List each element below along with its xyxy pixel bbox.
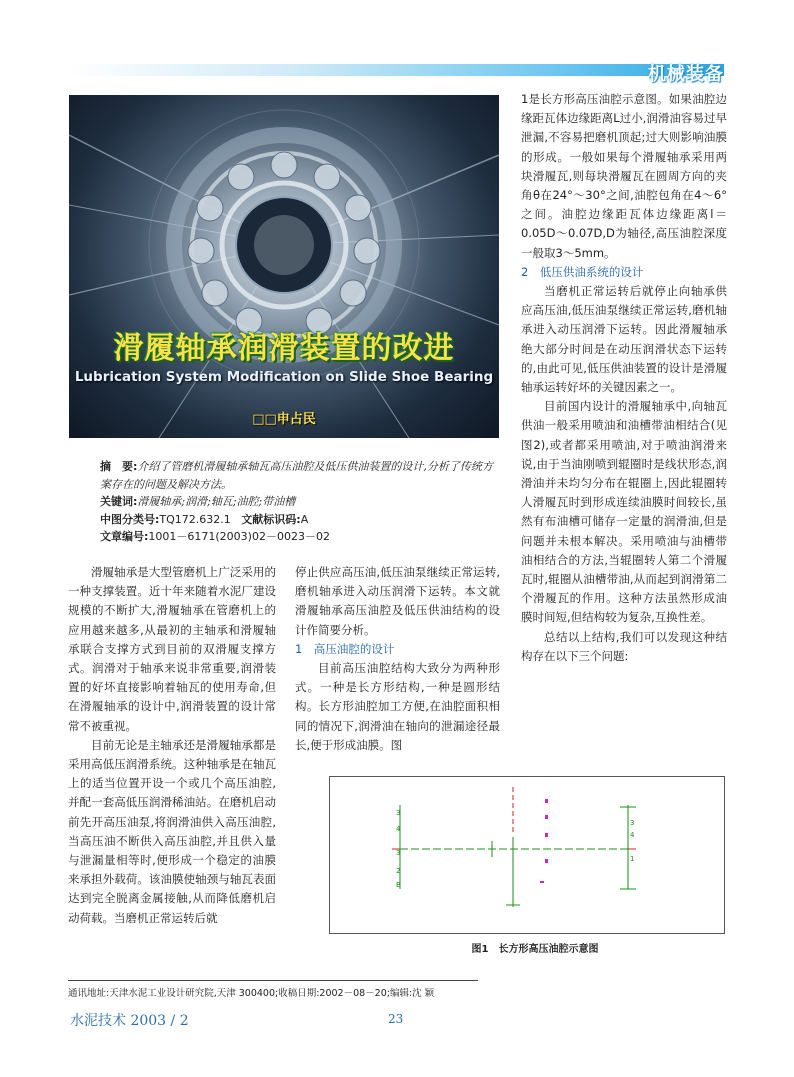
- svg-text:B: B: [396, 881, 401, 889]
- body-column-1: [68, 563, 276, 928]
- keywords-label: 关键词:: [100, 495, 138, 508]
- svg-text:3: 3: [396, 809, 401, 817]
- article-title: 滑履轴承润滑装置的改进: [113, 331, 455, 366]
- svg-text:2: 2: [396, 867, 401, 875]
- correspondence-footnote: 通讯地址:天津水泥工业设计研究院,天津 300400;收稿日期:2002－08－20;编辑:沈 颖: [68, 988, 435, 999]
- clc-label: 中图分类号:: [100, 512, 160, 526]
- paragraph: 停止供应高压油,低压油泵继续正常运转,磨机轴承进入动压润滑下运转。本文就滑履轴承高压油腔及低压供油结构的设计作简要分析。: [295, 565, 500, 637]
- body-column-3: [521, 90, 727, 666]
- doc-code-value: A: [300, 512, 309, 526]
- article-author: □□申占民: [252, 412, 316, 427]
- article-number-line: [100, 528, 500, 546]
- classification-line: [100, 511, 500, 529]
- paragraph: 滑履轴承是大型管磨机上广泛采用的一种支撑装置。近十年来随着水泥厂建设规模的不断扩大,滑履轴承在管磨机上的应用越来越多,从最初的主轴承和滑履轴承联合支撑方式到目前的双滑履支撑方式。润滑对于轴承来说非常重要,润滑装置的好坏直接影响着轴瓦的使用寿命,但在滑履轴承的设计中,润滑装置的设计常常不被重视。: [68, 565, 276, 733]
- journal-section-mark: 机械装备: [648, 64, 724, 85]
- clc-value: TQ172.632.1: [159, 512, 231, 526]
- section-heading-1: 1 高压油腔的设计: [295, 641, 395, 656]
- svg-text:1: 1: [630, 855, 635, 863]
- body-column-2: [295, 563, 500, 755]
- svg-text:3: 3: [396, 849, 401, 857]
- doc-code-label: 文献标识码:: [241, 512, 301, 526]
- abstract-text: 介绍了管磨机滑履轴承轴瓦高压油腔及低压供油装置的设计,分析了传统方案存在的问题及解决方法。: [100, 460, 493, 491]
- paragraph: 1是长方形高压油腔示意图。如果油腔边缘距瓦体边缘距离L过小,润滑油容易过早泄漏,不容易把磨机顶起;过大则影响油膜的形成。一般如果每个滑履轴承采用两块滑履瓦,则每块滑履瓦在圆周方向的夹角θ在24°～30°之间,油腔包角在4～6°之间。油腔边缘距瓦体边缘距离l＝0.05D～0.07D,D为轴径,高压油腔深度一般取3～5mm。: [521, 92, 727, 260]
- journal-issue: 水泥技术 2003 / 2: [70, 1013, 189, 1029]
- hero-image: [69, 95, 499, 438]
- keywords-text: 滑履轴承;润滑;轴瓦;油腔;带油槽: [137, 495, 296, 508]
- bearing-illustration: [69, 95, 499, 438]
- paragraph: 目前国内设计的滑履轴承中,向轴瓦供油一般采用喷油和油槽带油相结合(见图2),或者都采用喷油,对于喷油润滑来说,由于当油刚喷到辊圈时是线状形态,润滑油并未均匀分布在辊圈上,因此辊圈转人滑履瓦时到形成连续油膜时间较长,虽然有布油槽可储存一定量的润滑油,但是问题并未根本解决。采用喷油与油槽带油相结合的方法,当辊圈转人第二个滑履瓦时,辊圈从油槽带油,从而起到润滑第二个滑履瓦的作用。这种方法虽然形成油膜时间短,但结构较为复杂,互换性差。: [521, 399, 727, 625]
- keywords-line: [100, 493, 500, 511]
- section-heading-2: 2 低压供油系统的设计: [521, 264, 644, 279]
- article-no-label: 文章编号:: [100, 530, 149, 543]
- page-number: 23: [388, 1012, 404, 1026]
- oil-chamber-diagram: [330, 777, 724, 933]
- paragraph: 目前无论是主轴承还是滑履轴承都是采用高低压润滑系统。这种轴承是在轴瓦上的适当位置开设一个或几个高压油腔,并配一套高低压润滑稀油站。在磨机启动前先开高压油泵,将润滑油供入高压油腔,当高压油不断供入高压油腔,并且供入量与泄漏量相等时,便形成一个稳定的油膜来承担外载荷。该油膜使轴颈与轴瓦表面达到完全脱离金属接触,从而降低磨机启动荷载。当磨机正常运转后就: [68, 737, 276, 925]
- svg-text:4: 4: [630, 831, 635, 839]
- abstract-line: [100, 458, 500, 493]
- header-gradient-bar: [68, 64, 724, 76]
- figure-1-caption: 图1 长方形高压油腔示意图: [471, 944, 599, 955]
- paragraph: 当磨机正常运转后就停止向轴承供应高压油,低压油泵继续正常运转,磨机轴承进入动压润滑下运转。因此滑履轴承绝大部分时间是在动压润滑状态下运转的,由此可见,低压供油装置的设计是滑履轴承运转好坏的关键因素之一。: [521, 284, 727, 395]
- svg-text:3: 3: [630, 819, 635, 827]
- article-english-title: Lubrication System Modification on Slide Shoe Bearing: [74, 369, 494, 385]
- paragraph: 总结以上结构,我们可以发现这种结构存在以下三个问题:: [521, 629, 727, 663]
- abstract-block: [100, 458, 500, 546]
- svg-text:4: 4: [396, 825, 401, 833]
- paragraph: 目前高压油腔结构大致分为两种形式。一种是长方形结构,一种是圆形结构。长方形油腔加工方便,在油腔面积相同的情况下,润滑油在轴向的泄漏途径最长,便于形成油膜。图: [295, 661, 500, 752]
- figure-1-box: [329, 776, 725, 934]
- abstract-label: 摘 要:: [100, 460, 138, 473]
- article-no-value: 1001－6171(2003)02－0023－02: [148, 530, 330, 543]
- footnote-rule: [68, 980, 478, 981]
